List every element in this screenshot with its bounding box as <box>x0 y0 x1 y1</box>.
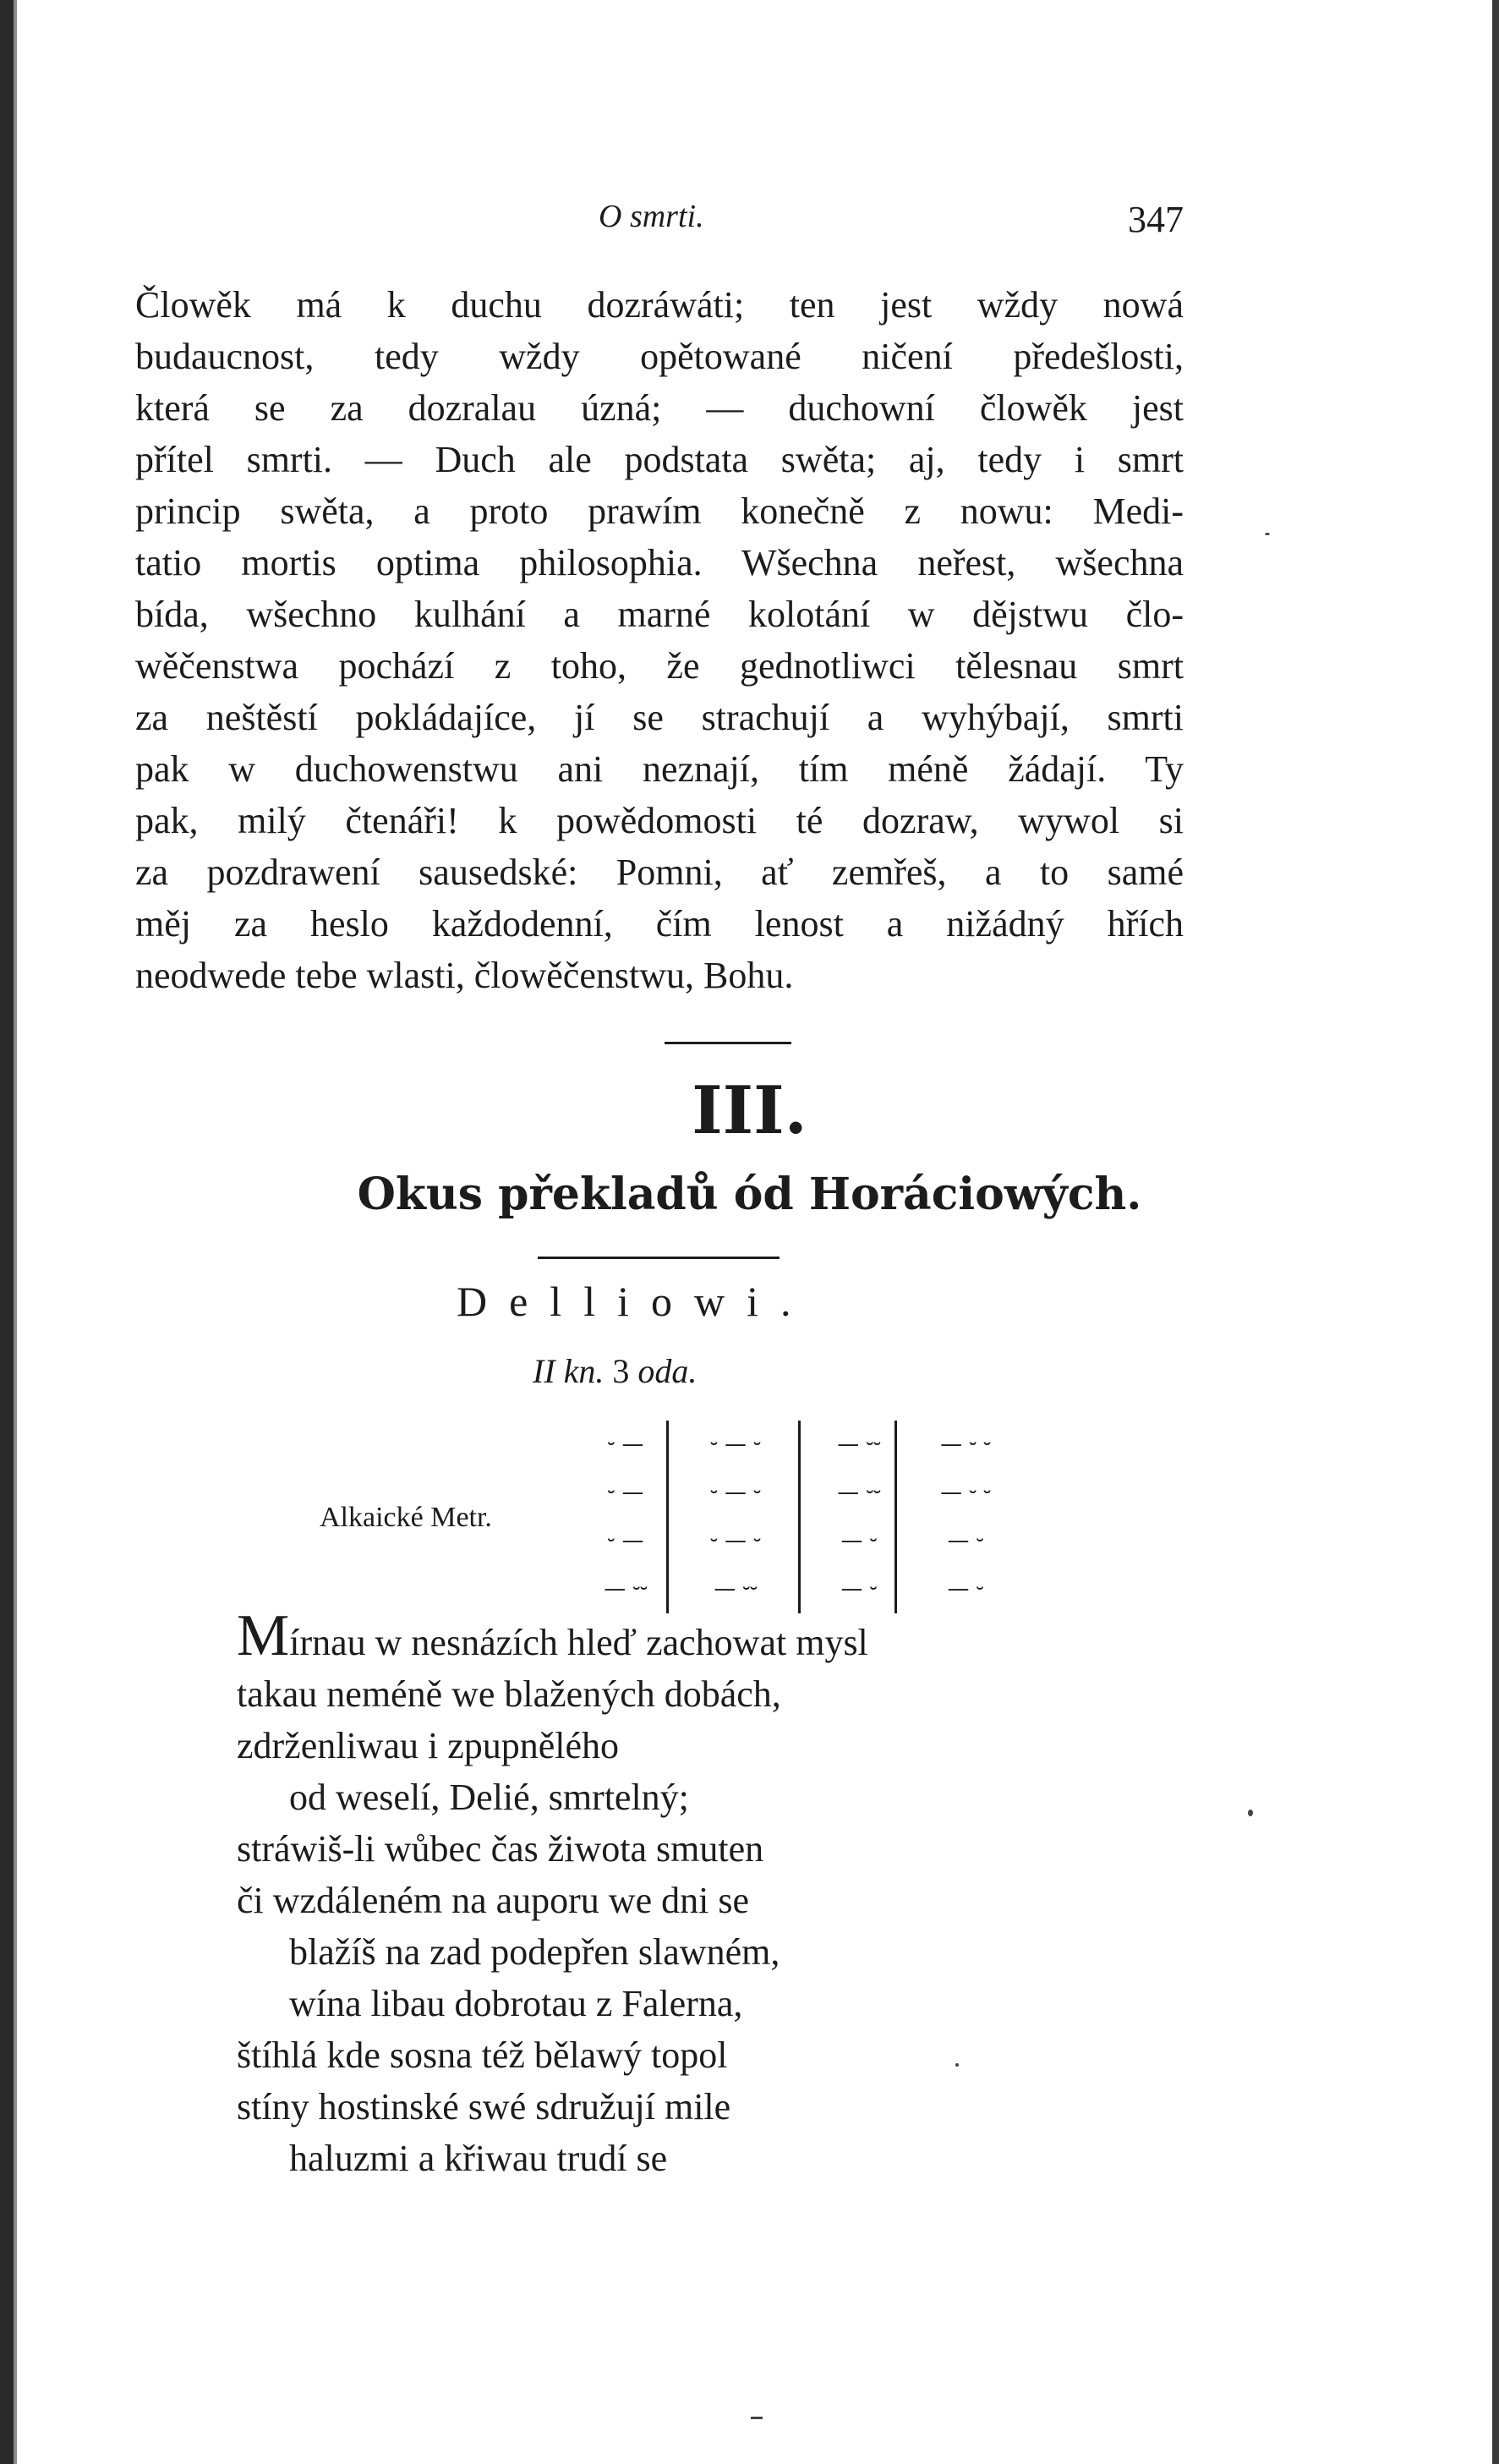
paragraph-line: wěčenstwa pochází z toho, že gednotliwci tělesnau smrt <box>135 645 1184 687</box>
ink-speck <box>1248 1810 1253 1816</box>
meter-cell: — ⏑⏑ <box>837 1432 881 1457</box>
meter-column <box>906 1421 1025 1613</box>
meter-cell: — ⏑ <box>947 1528 984 1553</box>
prose-paragraph <box>135 279 1184 1001</box>
meter-cell: — ⏑⏑ <box>837 1480 881 1505</box>
verse-line: stíny hostinské swé sdružují mile <box>237 2086 731 2127</box>
meter-cell: ⏑ — ⏑ <box>710 1432 761 1457</box>
meter-cell: — ⏑⏑ <box>714 1576 758 1602</box>
paragraph-line: přítel smrti. — Duch ale podstata swěta; aj, tedy i smrt <box>135 439 1184 480</box>
ink-speck <box>955 2063 959 2067</box>
separator-rule-top <box>665 1042 791 1044</box>
poem-reference <box>533 1351 697 1391</box>
verse-line: stráwiš-li wůbec čas žiwota smuten <box>237 1828 764 1870</box>
paragraph-line: za neštěstí pokládajíce, jí se strachují a wyhýbají, smrti <box>135 697 1184 738</box>
verse-line: haluzmi a křiwau trudí se <box>289 2138 668 2179</box>
drop-cap: M <box>237 1603 290 1668</box>
meter-cell: — ⏑ ⏑ <box>940 1432 991 1457</box>
meter-cell: ⏑ — ⏑ <box>710 1480 761 1505</box>
meter-cell: — ⏑ <box>840 1528 878 1553</box>
meter-cell: — ⏑ <box>947 1576 984 1602</box>
verse-line: od weselí, Delié, smrtelný; <box>289 1777 689 1818</box>
meter-column <box>676 1421 795 1613</box>
paragraph-line: Člowěk má k duchu dozráwáti; ten jest wždy nowá <box>135 284 1184 326</box>
page-number: 347 <box>1128 199 1184 240</box>
meter-cell: ⏑ — <box>607 1480 644 1505</box>
meter-divider <box>798 1421 801 1613</box>
poem-title: Delliowi. <box>457 1278 813 1325</box>
paragraph-line: která se za dozralau úzná; — duchowní člowěk jest <box>135 387 1184 429</box>
ink-speck <box>1265 533 1270 535</box>
page-edge-left-shadow <box>14 0 17 2464</box>
poem-verse <box>237 1603 1082 2184</box>
ink-speck <box>751 2417 763 2419</box>
verse-line: zdrženliwau i zpupnělého <box>237 1725 620 1766</box>
meter-cell: ⏑ — <box>607 1432 644 1457</box>
paragraph-line: pak, milý čtenáři! k powědomosti té dozraw, wywol si <box>135 800 1184 841</box>
verse-line: či wzdáleném na auporu we dni se <box>237 1880 749 1921</box>
verse-line: štíhlá kde sosna též bělawý topol <box>237 2034 728 2076</box>
paragraph-line: za pozdrawení sausedské: Pomni, ať zemřeš, a to samé <box>135 851 1184 893</box>
meter-divider <box>666 1421 669 1613</box>
page-edge-left <box>0 0 14 2464</box>
verse-line: blažíš na zad podepřen slawném, <box>289 1931 780 1973</box>
meter-cell: ⏑ — ⏑ <box>710 1528 761 1553</box>
meter-divider <box>894 1421 897 1613</box>
meter-cell: ⏑ — <box>607 1528 644 1553</box>
running-head <box>135 198 1184 249</box>
verse-line-text: írnau w nesnázích hleď zachowat mysl <box>289 1622 868 1663</box>
verse-line: takau neméně we blažených dobách, <box>237 1673 781 1715</box>
section-number: III. <box>692 1072 807 1149</box>
paragraph-line: bída, wšechno kulhání a marné kolotání w dějstwu člo- <box>135 594 1184 635</box>
running-head-title: O smrti. <box>599 199 704 234</box>
verse-line: wína libau dobrotau z Falerna, <box>289 1983 743 2024</box>
page-edge-right <box>1492 0 1499 2464</box>
paragraph-line: neodwede tebe wlasti, člowěčenstwu, Bohu. <box>135 955 794 996</box>
paragraph-line: pak w duchowenstwu ani neznají, tím méně žádají. Ty <box>135 748 1184 790</box>
meter-scheme <box>575 1421 1031 1613</box>
poem-ode-number: 3 <box>612 1352 630 1390</box>
paragraph-line: budaucnost, tedy wždy opětowané ničení předešlosti, <box>135 336 1184 377</box>
paragraph-line: tatio mortis optima philosophia. Wšechna neřest, wšechna <box>135 542 1184 583</box>
section-title: Okus překladů ód Horáciowých. <box>357 1169 1142 1220</box>
meter-cell: — ⏑ <box>840 1576 878 1602</box>
poem-ode-label: oda. <box>637 1352 698 1390</box>
separator-rule-bottom <box>538 1257 780 1259</box>
meter-cell: — ⏑ ⏑ <box>940 1480 991 1505</box>
paragraph-line: princip swěta, a proto prawím konečně z nowu: Medi- <box>135 490 1184 532</box>
meter-cell: — ⏑⏑ <box>604 1576 648 1602</box>
verse-line <box>237 1603 1082 1668</box>
meter-column <box>575 1421 676 1613</box>
paragraph-line: měj za heslo každodenní, čím lenost a nižádný hřích <box>135 903 1184 945</box>
meter-label: Alkaické Metr. <box>320 1502 492 1533</box>
poem-book-ref: II kn. <box>533 1352 605 1390</box>
